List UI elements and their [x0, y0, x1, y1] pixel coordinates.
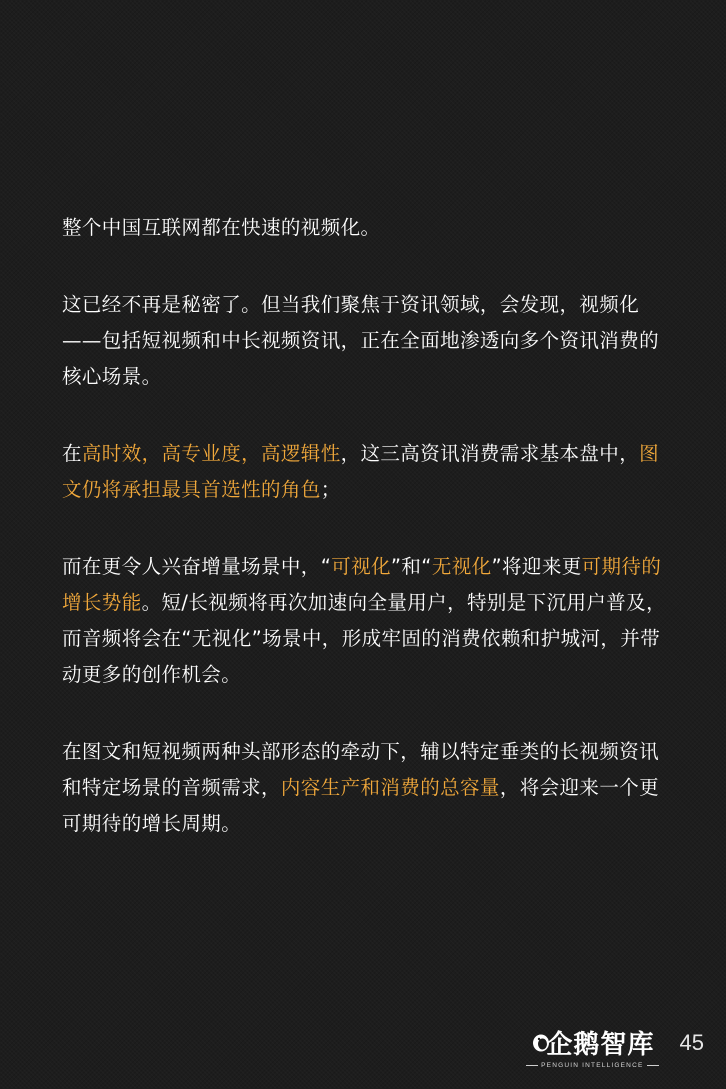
body-text: ，这三高资讯消费需求基本盘中， [340, 442, 640, 465]
logo-divider-left [526, 1065, 538, 1066]
body-text: 整个中国互联网都在快速的视频化。 [62, 216, 381, 239]
article-body [62, 210, 672, 883]
logo-text: 企鹅智库 [546, 1030, 655, 1060]
highlighted-text: 高时效，高专业度，高逻辑性 [81, 442, 341, 465]
highlighted-text: 内容生产和消费的总容量 [280, 776, 500, 799]
body-text: ； [320, 478, 341, 501]
paragraph-5 [62, 734, 672, 842]
highlighted-text: 可期待的增长势能 [62, 555, 662, 614]
brand-logo [523, 1030, 661, 1069]
paragraph-4 [62, 549, 672, 693]
logo-main [530, 1030, 654, 1060]
highlighted-text: 无视化 [431, 555, 492, 578]
logo-subtitle-text: PENGUIN INTELLIGENCE [541, 1062, 644, 1069]
paragraph-2 [62, 287, 672, 395]
body-text: 在 [62, 442, 82, 465]
body-text: ”将迎来更 [491, 555, 582, 578]
page-number: 45 [679, 1030, 704, 1055]
body-text: 。短/长视频将再次加速向全量用户，特别是下沉用户普及，而音频将会在“无视化”场景中，形成牢固的消费依赖和护城河，并带动更多的创作机会。 [62, 591, 666, 686]
body-text: 这已经不再是秘密了。但当我们聚焦于资讯领域，会发现，视频化——包括短视频和中长视频资讯，正在全面地渗透向多个资讯消费的核心场景。 [62, 293, 660, 388]
logo-divider-right [647, 1065, 659, 1066]
paragraph-1 [62, 210, 672, 246]
paragraph-3 [62, 436, 672, 508]
body-text: 在图文和短视频两种头部形态的牵动下，辅以特定垂类的长视频资讯和特定场景的音频需求， [62, 740, 660, 799]
logo-subtitle [523, 1062, 661, 1069]
highlighted-text: 可视化 [331, 555, 391, 578]
page-footer [523, 1030, 704, 1069]
body-text: ，将会迎来一个更可期待的增长周期。 [62, 776, 660, 835]
highlighted-text: 图文仍将承担最具首选性的角色 [62, 442, 660, 501]
body-text: 而在更令人兴奋增量场景中，“ [62, 555, 332, 578]
body-text: ”和“ [390, 555, 432, 578]
